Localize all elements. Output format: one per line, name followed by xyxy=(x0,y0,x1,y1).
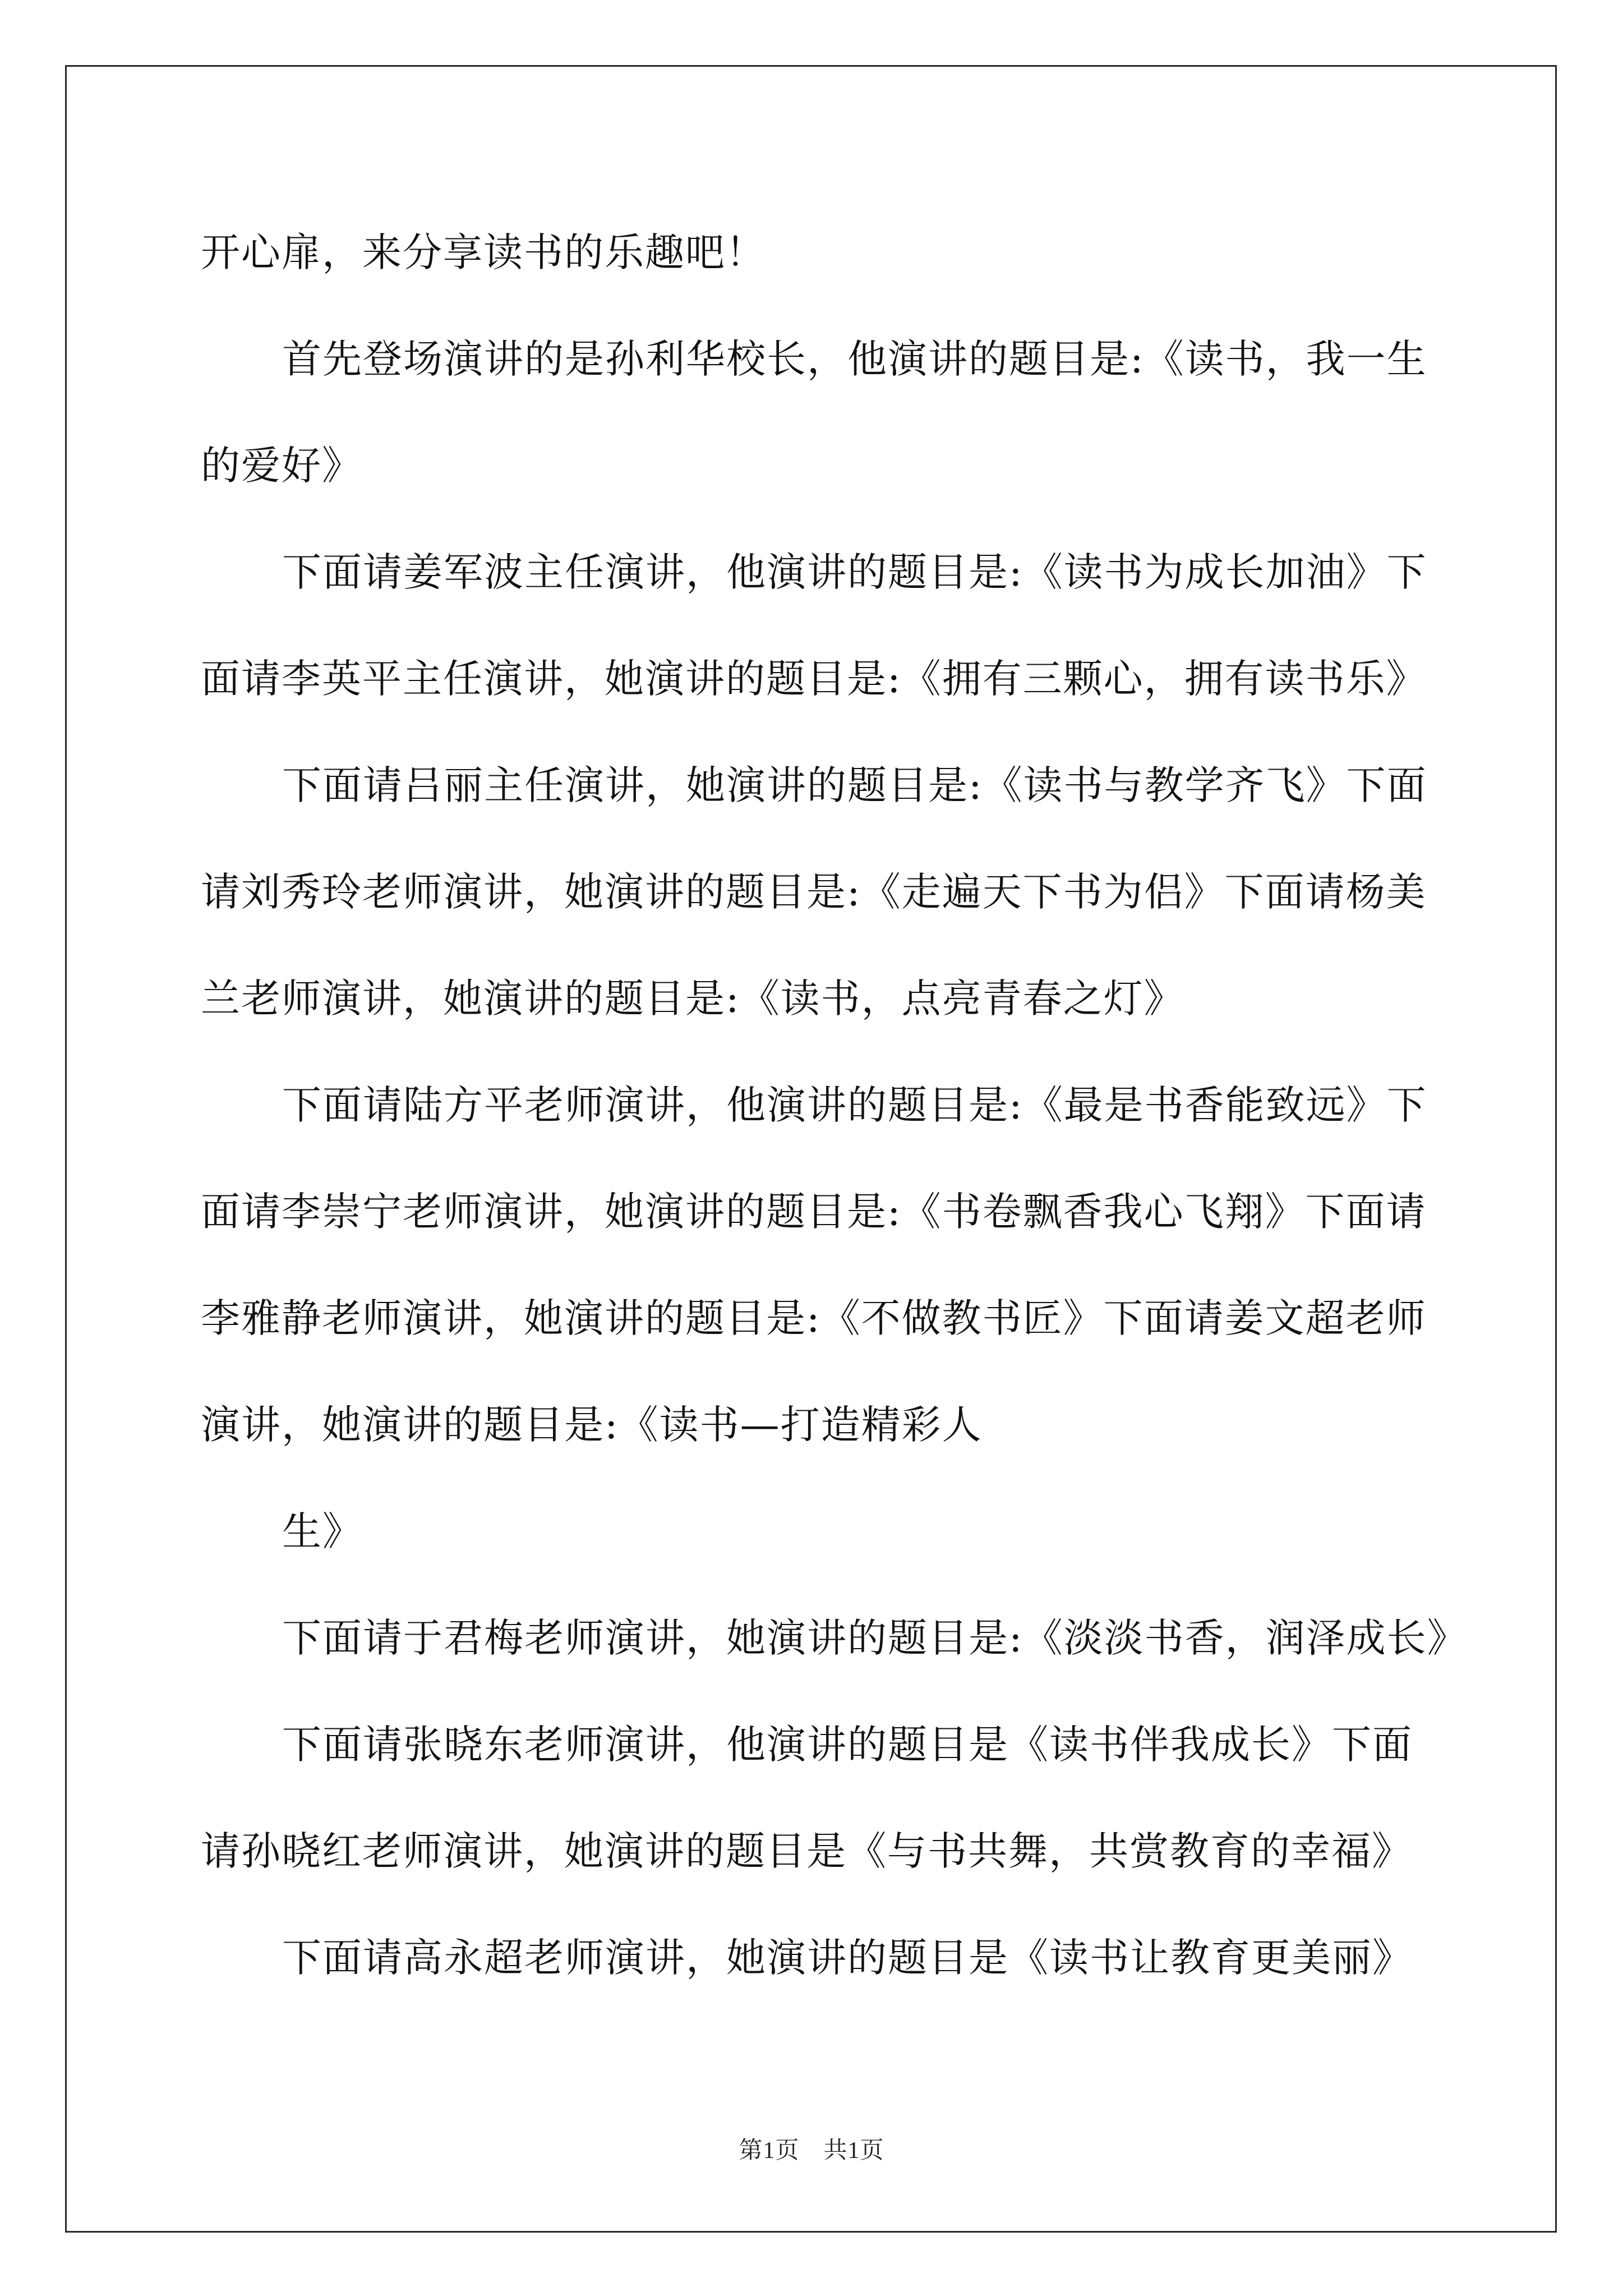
paragraph-line: 下面请陆方平老师演讲，他演讲的题目是:《最是书香能致远》下 xyxy=(282,1082,1427,1128)
paragraph-line: 首先登场演讲的是孙利华校长，他演讲的题目是:《读书，我一生 xyxy=(282,336,1427,382)
text-line: 面请李崇宁老师演讲，她演讲的题目是:《书卷飘香我心飞翔》下面请 xyxy=(201,1189,1427,1235)
text-line: 的爱好》 xyxy=(201,443,362,489)
page-border xyxy=(65,65,1557,2233)
paragraph-line: 下面请于君梅老师演讲，她演讲的题目是:《淡淡书香，润泽成长》 xyxy=(282,1615,1468,1661)
paragraph-line: 下面请吕丽主任演讲，她演讲的题目是:《读书与教学齐飞》下面 xyxy=(282,762,1427,808)
paragraph-line: 下面请高永超老师演讲，她演讲的题目是《读书让教育更美丽》 xyxy=(282,1935,1413,1981)
text-line: 演讲，她演讲的题目是:《读书—打造精彩人 xyxy=(201,1402,983,1448)
text-line: 面请李英平主任演讲，她演讲的题目是:《拥有三颗心，拥有读书乐》 xyxy=(201,656,1427,702)
paragraph-line: 下面请姜军波主任演讲，他演讲的题目是:《读书为成长加油》下 xyxy=(282,549,1427,595)
text-line: 李雅静老师演讲，她演讲的题目是:《不做教书匠》下面请姜文超老师 xyxy=(201,1295,1427,1341)
text-line: 请孙晓红老师演讲，她演讲的题目是《与书共舞，共赏教育的幸福》 xyxy=(201,1828,1412,1874)
page-footer: 第1页 共1页 xyxy=(739,2138,884,2164)
text-line: 开心扉，来分享读书的乐趣吧！ xyxy=(201,229,766,275)
paragraph-line: 生》 xyxy=(282,1508,363,1554)
text-line: 兰老师演讲，她演讲的题目是:《读书，点亮青春之灯》 xyxy=(201,976,1184,1022)
paragraph-line: 下面请张晓东老师演讲，他演讲的题目是《读书伴我成长》下面 xyxy=(282,1722,1413,1768)
text-line: 请刘秀玲老师演讲，她演讲的题目是:《走遍天下书为侣》下面请杨美 xyxy=(201,869,1427,915)
